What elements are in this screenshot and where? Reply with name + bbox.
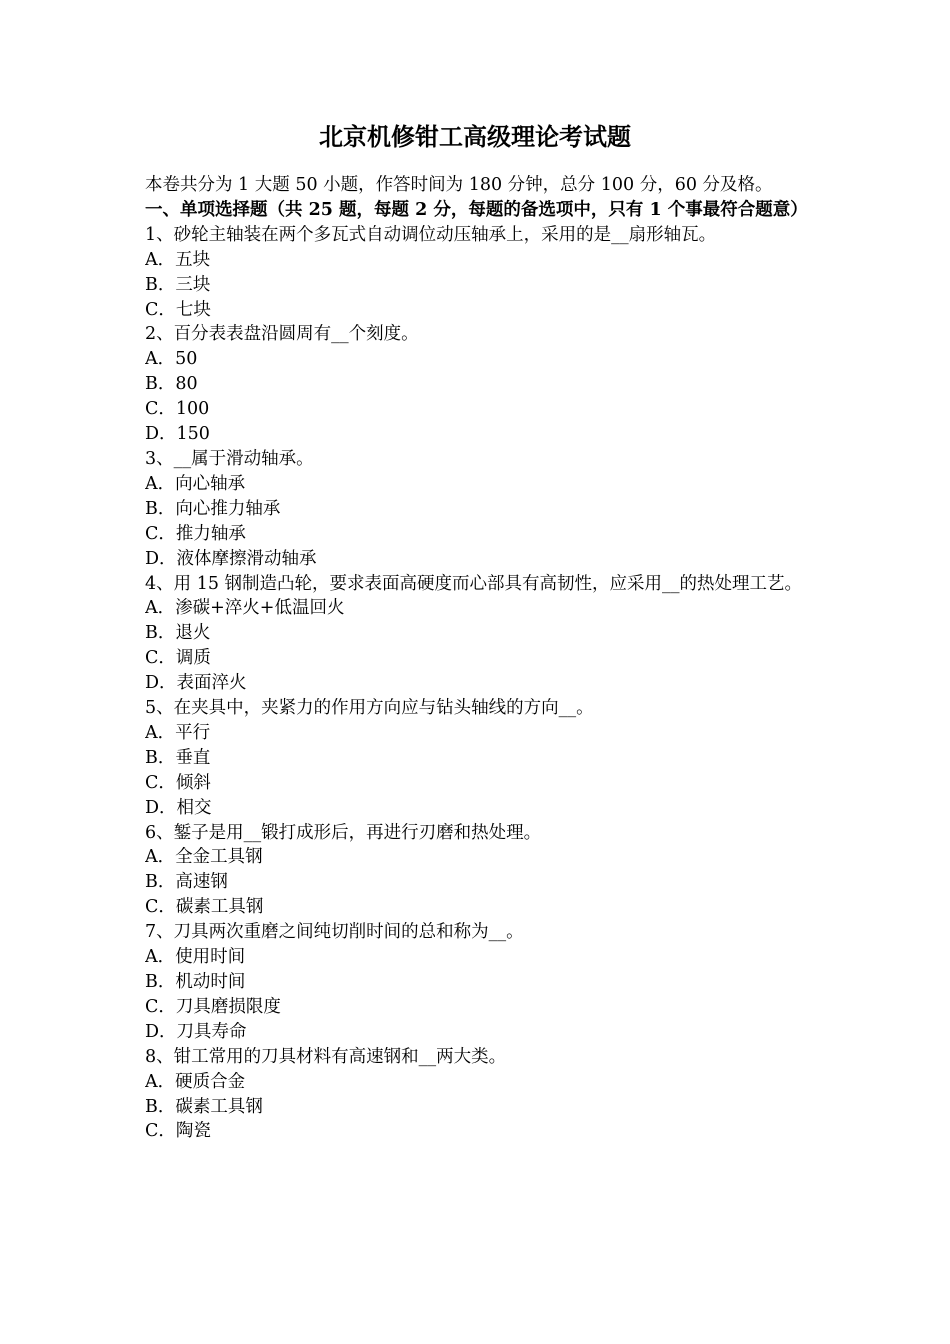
answer-option: B．80 [145,374,198,395]
question-stem: 6、錾子是用__锻打成形后，再进行刃磨和热处理。 [145,822,542,843]
answer-option: A．50 [145,349,198,370]
document-body [145,173,810,1144]
question-item [145,322,810,447]
answer-option: B．碳素工具钢 [145,1096,263,1117]
answer-option: A．向心轴承 [145,473,246,494]
answer-option: D．液体摩擦滑动轴承 [145,548,317,569]
answer-option: D．表面淬火 [145,673,247,694]
answer-option: B．三块 [145,274,211,295]
answer-option: B．退火 [145,623,211,644]
question-stem: 1、砂轮主轴装在两个多瓦式自动调位动压轴承上，采用的是__扇形轴瓦。 [145,224,717,245]
question-item [145,447,810,572]
question-item [145,920,810,1045]
answer-option: C．调质 [145,648,211,669]
answer-option: A．使用时间 [145,947,246,968]
answer-option: A．五块 [145,249,211,270]
answer-option: B．向心推力轴承 [145,498,281,519]
answer-option: C．碳素工具钢 [145,897,264,918]
question-stem: 5、在夹具中，夹紧力的作用方向应与钻头轴线的方向__。 [145,698,594,719]
question-stem: 7、刀具两次重磨之间纯切削时间的总和称为__。 [145,922,524,943]
intro-text: 本卷共分为 1 大题 50 小题，作答时间为 180 分钟，总分 100 分，60 分及格。 [145,175,773,195]
answer-option: A．硬质合金 [145,1071,246,1092]
section-heading: 一、单项选择题（共 25 题，每题 2 分，每题的备选项中，只有 1 个事最符合题意） [145,199,808,220]
page-title: 北京机修钳工高级理论考试题 [319,122,631,151]
answer-option: C．陶瓷 [145,1121,211,1142]
answer-option: C．推力轴承 [145,523,246,544]
answer-option: D．150 [145,424,210,445]
question-item [145,223,810,323]
question-stem: 2、百分表表盘沿圆周有__个刻度。 [145,324,419,345]
answer-option: B．高速钢 [145,872,228,893]
question-stem: 8、钳工常用的刀具材料有高速钢和__两大类。 [145,1046,507,1067]
answer-option: A．渗碳+淬火+低温回火 [145,598,345,619]
answer-option: C．七块 [145,299,211,320]
question-stem: 4、用 15 钢制造凸轮，要求表面高硬度而心部具有高韧性，应采用__的热处理工艺。 [145,573,803,594]
question-item [145,572,810,697]
question-list [145,223,810,1145]
answer-option: C．倾斜 [145,772,211,793]
answer-option: A．全金工具钢 [145,847,263,868]
answer-option: C．100 [145,399,210,420]
answer-option: B．垂直 [145,747,211,768]
answer-option: B．机动时间 [145,972,246,992]
question-item [145,821,810,921]
answer-option: C．刀具磨损限度 [145,996,281,1017]
answer-option: D．相交 [145,797,212,818]
answer-option: D．刀具寿命 [145,1021,247,1042]
question-item [145,696,810,821]
answer-option: A．平行 [145,722,211,743]
question-stem: 3、__属于滑动轴承。 [145,448,314,469]
question-item [145,1045,810,1145]
